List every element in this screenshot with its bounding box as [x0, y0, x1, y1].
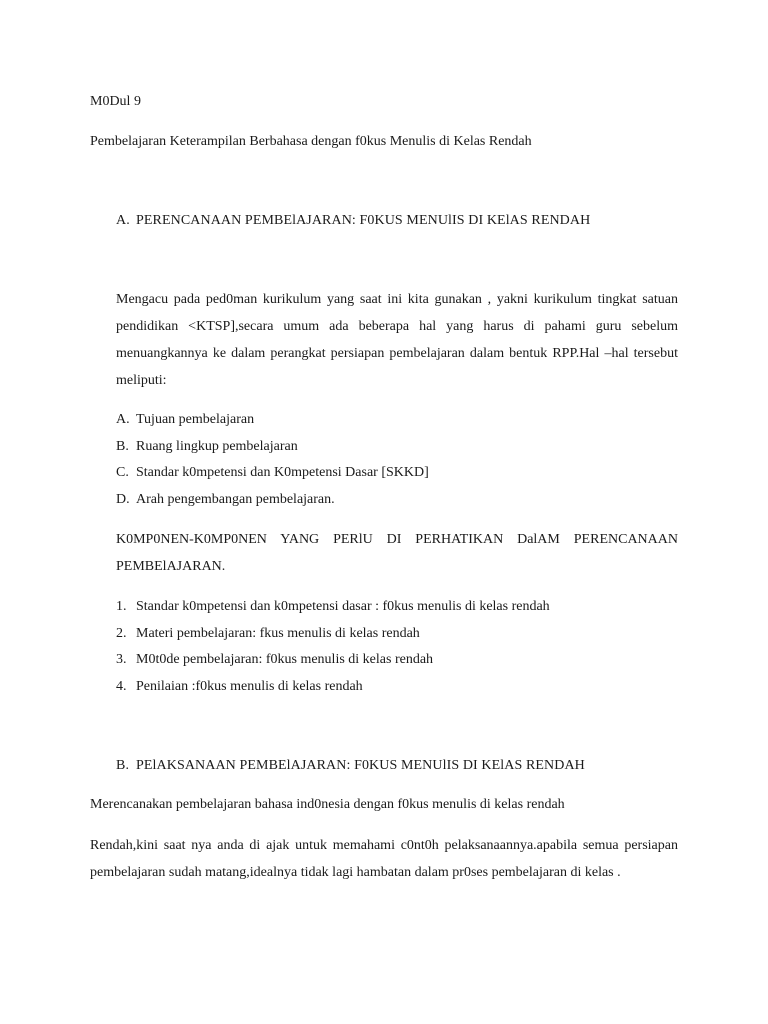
list-marker: C. [116, 465, 129, 481]
section-b-letter: B. [116, 758, 130, 773]
list-item-text: Standar k0mpetensi dan k0mpetensi dasar : f0kus menulis di kelas rendah [136, 599, 550, 614]
list-item-text: Penilaian :f0kus menulis di kelas rendah [136, 679, 363, 695]
list-marker: A. [116, 412, 130, 427]
list-item-text: Materi pembelajaran: fkus menulis di kelas rendah [136, 625, 420, 641]
list-item-text: Arah pengembangan pembelajaran. [136, 492, 335, 508]
list-item [116, 678, 550, 705]
document-subtitle: Pembelajaran Keterampilan Berbahasa dengan f0kus Menulis di Kelas Rendah [90, 134, 532, 149]
section-b-intro-line: Merencanakan pembelajaran bahasa ind0nesia dengan f0kus menulis di kelas rendah [90, 797, 565, 812]
intro-paragraph: Mengacu pada ped0man kurikulum yang saat ini kita gunakan , yakni kurikulum tingkat satuan pendidikan <KTSP],secara umum ada beberapa hal yang harus di pahami guru sebelum menuangkannya ke dalam perangkat persiapan pembelajaran dalam bentuk RPP.Hal –hal tersebut meliputi: [116, 292, 678, 388]
section-a-heading [116, 212, 590, 230]
list-marker: 1. [116, 599, 127, 614]
numbered-list [116, 598, 550, 705]
list-marker: B. [116, 438, 129, 454]
list-item [116, 625, 550, 652]
list-item-text: Ruang lingkup pembelajaran [136, 438, 298, 454]
list-item [116, 438, 429, 465]
list-marker: D. [116, 492, 130, 508]
list-item [116, 651, 550, 678]
list-item [116, 411, 429, 438]
lettered-list [116, 411, 429, 518]
list-marker: 3. [116, 652, 127, 668]
section-b-paragraph: Rendah,kini saat nya anda di ajak untuk memahami c0nt0h pelaksanaannya.apabila semua persiapan pembelajaran sudah matang,idealnya tidak lagi hambatan dalam pr0ses pembelajaran di kelas . [90, 838, 678, 880]
module-title: M0Dul 9 [90, 94, 141, 109]
list-item-text: Standar k0mpetensi dan K0mpetensi Dasar [SKKD] [136, 465, 429, 481]
section-b-title: PElAKSANAAN PEMBElAJARAN: F0KUS MENUlIS DI KElAS RENDAH [136, 758, 585, 773]
list-marker: 4. [116, 679, 127, 695]
list-marker: 2. [116, 625, 127, 641]
komponen-heading-paragraph: K0MP0NEN-K0MP0NEN YANG PERlU DI PERHATIKAN DalAM PERENCANAAN PEMBElAJARAN. [116, 532, 678, 574]
list-item-text: M0t0de pembelajaran: f0kus menulis di kelas rendah [136, 652, 434, 668]
section-a-title: PERENCANAAN PEMBElAJARAN: F0KUS MENUlIS DI KElAS RENDAH [136, 213, 591, 228]
list-item [116, 491, 429, 518]
section-b-heading [116, 757, 585, 775]
list-item [116, 598, 550, 625]
list-item [116, 464, 429, 491]
list-item-text: Tujuan pembelajaran [136, 412, 255, 427]
section-a-letter: A. [116, 213, 130, 228]
